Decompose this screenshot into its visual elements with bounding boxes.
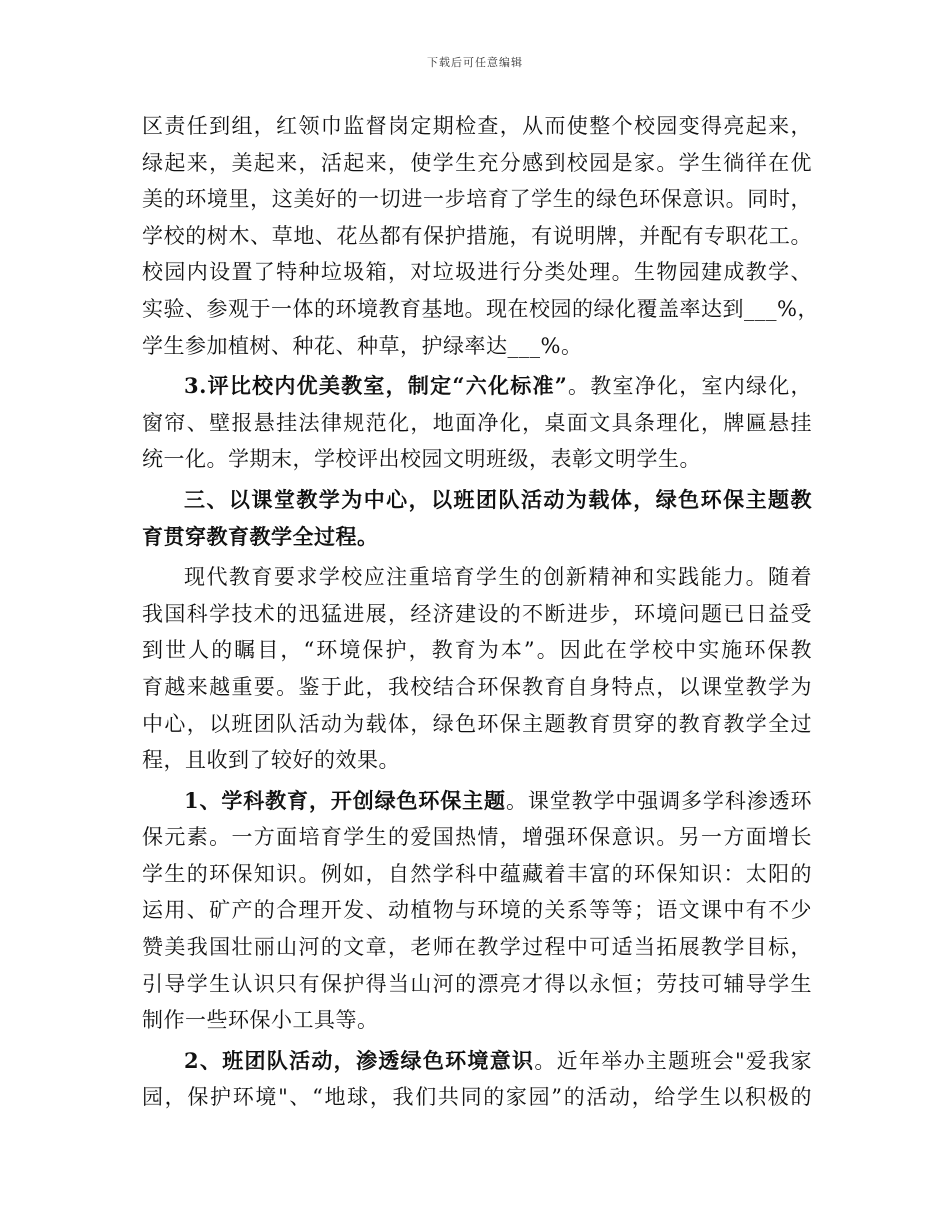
text-line — [142, 783, 812, 820]
text-run: 到世人的瞩目，“环境保护，教育为本”。因此在学校中实施环保教 — [142, 638, 812, 663]
text-run: 绿起来，美起来，活起来，使学生充分感到校园是家。学生徜徉在优 — [142, 150, 812, 175]
text-line — [142, 966, 812, 1003]
text-line — [142, 218, 812, 255]
text-run: 我国科学技术的迅猛进展，经济建设的不断进步，环境问题已日益受 — [142, 601, 812, 626]
text-line — [142, 108, 812, 145]
text-line — [142, 519, 812, 556]
text-run: 校园内设置了特种垃圾箱，对垃圾进行分类处理。生物园建成教学、 — [142, 260, 812, 285]
text-run: 窗帘、壁报悬挂法律规范化，地面净化，桌面文具条理化，牌匾悬挂 — [142, 410, 812, 435]
bold-heading-run: 3.评比校内优美教室，制定“六化标准” — [184, 373, 568, 399]
text-line — [142, 405, 812, 442]
bold-heading-run: 育贯穿教育教学全过程。 — [142, 523, 379, 549]
text-run: 。教室净化，室内绿化， — [567, 374, 812, 399]
text-line — [142, 181, 812, 218]
text-line — [142, 145, 812, 182]
text-line — [142, 892, 812, 929]
text-run: 统一化。学期末，学校评出校园文明班级，表彰文明学生。 — [142, 447, 701, 472]
text-run: 育越来越重要。鉴于此，我校结合环保教育自身特点，以课堂教学为 — [142, 674, 812, 699]
page-header: 下载后可任意编辑 — [427, 56, 523, 69]
text-line — [142, 632, 812, 669]
text-line — [142, 328, 812, 365]
text-line — [142, 819, 812, 856]
text-line — [142, 1002, 812, 1039]
text-line — [142, 254, 812, 291]
bold-heading-run: 1、学科教育，开创绿色环保主题 — [184, 787, 506, 813]
text-line — [142, 929, 812, 966]
text-line — [142, 559, 812, 596]
text-run: 实验、参观于一体的环境教育基地。现在校园的绿化覆盖率达到___%， — [142, 296, 819, 321]
text-line — [142, 482, 812, 519]
text-run: 引导学生认识只有保护得当山河的漂亮才得以永恒；劳技可辅导学生 — [142, 971, 812, 996]
text-run: 保元素。一方面培育学生的爱国热情，增强环保意识。另一方面增长 — [142, 825, 812, 850]
text-run: 学生的环保知识。例如，自然学科中蕴藏着丰富的环保知识：太阳的 — [142, 861, 812, 886]
text-line — [142, 441, 812, 478]
text-line — [142, 856, 812, 893]
text-run: 赞美我国壮丽山河的文章，老师在教学过程中可适当拓展教学目标， — [142, 935, 812, 960]
text-run: 制作一些环保小工具等。 — [142, 1008, 379, 1033]
text-line — [142, 291, 819, 328]
text-run: 中心，以班团队活动为载体，绿色环保主题教育贯穿的教育教学全过 — [142, 711, 812, 736]
bold-heading-run: 三、以课堂教学为中心，以班团队活动为载体，绿色环保主题教 — [184, 486, 812, 512]
text-run: 运用、矿产的合理开发、动植物与环境的关系等等；语文课中有不少 — [142, 898, 812, 923]
bold-heading-run: 2、班团队活动，渗透绿色环境意识 — [184, 1047, 535, 1073]
text-run: 程，且收到了较好的效果。 — [142, 748, 400, 773]
text-run: 现代教育要求学校应注重培育学生的创新精神和实践能力。随着 — [184, 565, 812, 590]
text-run: 美的环境里，这美好的一切进一步培育了学生的绿色环保意识。同时， — [142, 187, 812, 212]
text-line — [142, 596, 812, 633]
text-run: 区责任到组，红领巾监督岗定期检查，从而使整个校园变得亮起来， — [142, 114, 812, 138]
text-line — [142, 706, 812, 743]
text-run: 园，保护环境"、“地球，我们共同的家园”的活动，给学生以积极的 — [142, 1085, 812, 1110]
text-line — [142, 742, 812, 779]
text-line — [142, 1043, 812, 1080]
text-run: 学校的树木、草地、花丛都有保护措施，有说明牌，并配有专职花工。 — [142, 223, 812, 248]
text-line — [142, 368, 812, 405]
text-run: 学生参加植树、种花、种草，护绿率达___%。 — [142, 333, 583, 358]
text-run: 。课堂教学中强调多学科渗透环 — [505, 788, 812, 813]
text-run: 。近年举办主题班会"爱我家 — [534, 1048, 812, 1073]
text-line — [142, 1079, 812, 1116]
document-body — [142, 108, 819, 1116]
text-line — [142, 669, 812, 706]
